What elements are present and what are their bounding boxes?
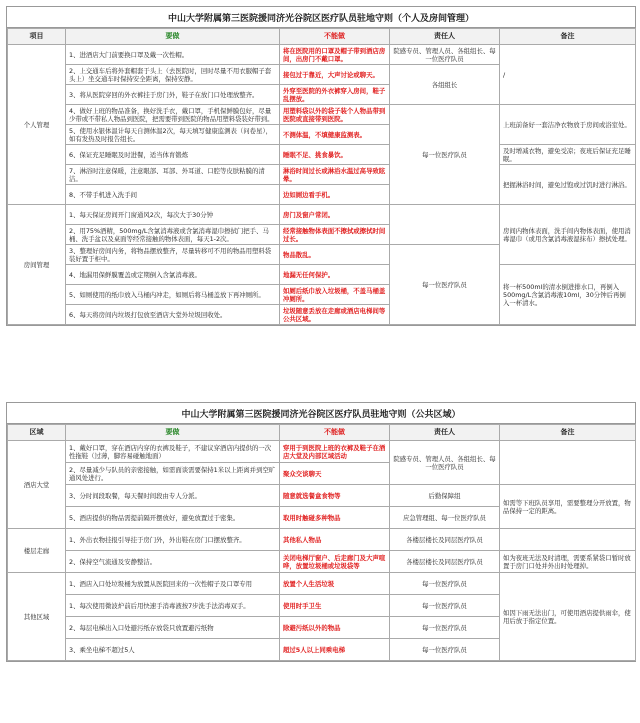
note-cell: 如为夜班无法及时清理，需要系紧袋口暂时放置于房门口处并外出时处理掉。 bbox=[500, 551, 636, 573]
table-title: 中山大学附属第三医院援同济光谷院区医疗队员驻地守则（公共区域） bbox=[7, 403, 635, 424]
do-cell: 1、每次使用微波炉前后用快速手消毒液按7步洗手法消毒双手。 bbox=[66, 595, 280, 617]
do-cell: 1、酒店入口处垃圾桶为放置从医院回来的一次性帽子及口罩专用 bbox=[66, 573, 280, 595]
table-public-area bbox=[6, 402, 636, 662]
responsible-cell: 各楼层楼长及同层医疗队员 bbox=[390, 551, 500, 573]
note-cell: 上班前备好一套洁净衣物放于房间或浴室处。 bbox=[500, 105, 636, 145]
dont-cell: 将在医院用的口罩及帽子带到酒店房间，出房门不戴口罩。 bbox=[280, 45, 390, 65]
responsible-cell: 应急管理组、每一位医疗队员 bbox=[390, 507, 500, 529]
table-row bbox=[8, 441, 636, 463]
table-personal-room bbox=[6, 6, 636, 326]
responsible-cell: 每一位医疗队员 bbox=[390, 617, 500, 639]
category-cell: 酒店大堂 bbox=[8, 441, 66, 529]
table-title: 中山大学附属第三医院援同济光谷院区医疗队员驻地守则（个人及房间管理） bbox=[7, 7, 635, 28]
category-cell: 楼层走廊 bbox=[8, 529, 66, 573]
dont-cell: 使用时手卫生 bbox=[280, 595, 390, 617]
dont-cell: 物品散乱。 bbox=[280, 245, 390, 265]
table-row bbox=[8, 573, 636, 595]
table-row bbox=[8, 45, 636, 65]
dont-cell: 经常接触物体表面不擦拭或擦拭时间过长。 bbox=[280, 225, 390, 245]
dont-cell: 如厕后纸巾放入垃圾桶，不盖马桶盖冲厕所。 bbox=[280, 285, 390, 305]
category-cell: 房间管理 bbox=[8, 205, 66, 325]
table-row bbox=[8, 265, 636, 285]
do-cell: 5、使用水银体温计每天自测体温2次，每天填写健康监测表（问卷星），如有发热及时报告组长。 bbox=[66, 125, 280, 145]
dont-cell: 穿用于到医院上班的衣裤及鞋子在酒店大堂及内部区域活动 bbox=[280, 441, 390, 463]
table-row bbox=[8, 165, 636, 185]
category-cell: 个人管理 bbox=[8, 45, 66, 205]
dont-cell: 随意就选餐盒食物等 bbox=[280, 485, 390, 507]
table-row bbox=[8, 145, 636, 165]
do-cell: 3、将从医院穿回的外衣裤挂于房门外，鞋子在放门口处理放整齐。 bbox=[66, 85, 280, 105]
note-cell: 将一杯500ml的清水倒进排水口，再倒入500mg/L含氯消毒液10ml，30分钟后再倒入一杯清水。 bbox=[500, 265, 636, 325]
do-cell: 1、进酒店大门前要换口罩及戴一次性帽。 bbox=[66, 45, 280, 65]
responsible-cell: 各楼层楼长及同层医疗队员 bbox=[390, 529, 500, 551]
responsible-cell: 每一位医疗队员 bbox=[390, 245, 500, 325]
dont-cell: 垃圾随意丢放在走廊或酒店电梯间等公共区域。 bbox=[280, 305, 390, 325]
dont-cell: 房门及窗户常闭。 bbox=[280, 205, 390, 225]
dont-cell: 不测体温，不填健康监测表。 bbox=[280, 125, 390, 145]
do-cell: 2、每层电梯出入口处避污纸存放袋只放置避污纸物 bbox=[66, 617, 280, 639]
header-note: 备注 bbox=[500, 425, 636, 441]
note-cell: 如因下雨无法出门，可使用酒店提供雨伞，使用后放于指定位置。 bbox=[500, 573, 636, 661]
do-cell: 5、如厕使用的纸巾放入马桶内冲走，如厕后将马桶盖放下再冲厕所。 bbox=[66, 285, 280, 305]
header-area: 区域 bbox=[8, 425, 66, 441]
do-cell: 2、尽量减少与队员的亲密接触，如需面谈需要保持1米以上距离并到空旷通风处进行。 bbox=[66, 463, 280, 485]
header-dont: 不能做 bbox=[280, 425, 390, 441]
header-responsible: 责任人 bbox=[390, 425, 500, 441]
do-cell: 1、外出衣物挂报引导挂于房门外，外出鞋在房门口摆放整齐。 bbox=[66, 529, 280, 551]
table-row bbox=[8, 105, 636, 125]
do-cell: 7、淋浴时注意保暖，注意眼部、耳部、外耳道、口腔等皮肤粘膜的清洁。 bbox=[66, 165, 280, 185]
do-cell: 6、保证充足睡眠及时进餐，适当体育锻炼 bbox=[66, 145, 280, 165]
note-cell: 把握淋浴时间，避免过饱或过饥时进行淋浴。 bbox=[500, 165, 636, 205]
do-cell: 3、分时间段取餐，每天餐时间段由专人分派。 bbox=[66, 485, 280, 507]
responsible-cell bbox=[390, 205, 500, 245]
responsible-cell: 各组组长 bbox=[390, 65, 500, 105]
category-cell: 其他区域 bbox=[8, 573, 66, 661]
do-cell: 3、乘坐电梯不超过5人 bbox=[66, 639, 280, 661]
dont-cell: 超过5人以上同乘电梯 bbox=[280, 639, 390, 661]
dont-cell: 外穿至医院的外衣裤穿入房间，鞋子乱摆放。 bbox=[280, 85, 390, 105]
dont-cell: 淋浴时间过长或淋浴水温过高导致眩晕。 bbox=[280, 165, 390, 185]
table-row bbox=[8, 485, 636, 507]
table-row bbox=[8, 529, 636, 551]
header-do: 要做 bbox=[66, 29, 280, 45]
note-cell bbox=[500, 529, 636, 551]
do-cell: 2、保持空气流通及安静整洁。 bbox=[66, 551, 280, 573]
dont-cell: 接包过于靠近，大声讨论或聊天。 bbox=[280, 65, 390, 85]
responsible-cell: 每一位医疗队员 bbox=[390, 639, 500, 661]
responsible-cell: 每一位医疗队员 bbox=[390, 105, 500, 205]
do-cell: 4、地漏用保鲜膜覆盖或定期倒入含氯消毒液。 bbox=[66, 265, 280, 285]
note-cell: / bbox=[500, 45, 636, 105]
dont-cell: 地漏无任何保护。 bbox=[280, 265, 390, 285]
do-cell: 3、整理好房间内务，将物品摆放整齐，尽量转移可不用的物品用塑料袋装好置于柜中。 bbox=[66, 245, 280, 265]
do-cell: 5、酒店提供的物品需提前隔开摆放好，避免放置过于密集。 bbox=[66, 507, 280, 529]
dont-cell: 其他私人物品 bbox=[280, 529, 390, 551]
note-cell: 如需等下班队员享用，需要整理分开放置，物品保持一定的距离。 bbox=[500, 485, 636, 529]
dont-cell: 聚众交谈聊天 bbox=[280, 463, 390, 485]
do-cell: 1、戴好口罩，穿在酒店内穿的衣裤及鞋子，不建议穿酒店内提供的一次性拖鞋（过薄，脚容易碰触地面） bbox=[66, 441, 280, 463]
dont-cell: 除避污纸以外的物品 bbox=[280, 617, 390, 639]
dont-cell: 放置个人生活垃圾 bbox=[280, 573, 390, 595]
responsible-cell: 每一位医疗队员 bbox=[390, 573, 500, 595]
do-cell: 6、每天将房间内垃圾打包放至酒店大堂外垃圾回收处。 bbox=[66, 305, 280, 325]
note-cell: 及时增减衣物，避免受凉；夜班后保证充足睡眠。 bbox=[500, 145, 636, 165]
dont-cell: 睡眠不足、挑食暴饮。 bbox=[280, 145, 390, 165]
header-note: 备注 bbox=[500, 29, 636, 45]
dont-cell: 边如厕边看手机。 bbox=[280, 185, 390, 205]
do-cell: 4、做好上班的物品准备，换好洗手衣，戴口罩，手机保鲜膜包好，尽量少带或不带私人物品到医院，把需要带到医院的物品用塑料袋装好带到。 bbox=[66, 105, 280, 125]
note-cell: 房间内物体表面，洗手间内物体表面，使用消毒湿巾（或用含氯消毒液湿抹布）擦拭处理。 bbox=[500, 205, 636, 265]
do-cell: 8、不带手机进入洗手间 bbox=[66, 185, 280, 205]
responsible-cell: 每一位医疗队员 bbox=[390, 595, 500, 617]
dont-cell: 用塑料袋以外的袋子装个人物品带到医院或直接带到医院。 bbox=[280, 105, 390, 125]
responsible-cell: 后勤保障组 bbox=[390, 485, 500, 507]
do-cell: 1、每天保证房间开门窗通风2次，每次大于30分钟 bbox=[66, 205, 280, 225]
header-responsible: 责任人 bbox=[390, 29, 500, 45]
dont-cell: 取用时触碰多种物品 bbox=[280, 507, 390, 529]
do-cell: 2、用75%酒精，500mg/L含氯消毒液或含氯消毒湿巾擦拭门把手、马桶、洗手盆以及桌面等经常接触的物体表面，每天1-2次。 bbox=[66, 225, 280, 245]
header-do: 要做 bbox=[66, 425, 280, 441]
header-item: 项目 bbox=[8, 29, 66, 45]
responsible-cell: 院感专员、管理人员、各组组长、每一位医疗队员 bbox=[390, 441, 500, 485]
table-row bbox=[8, 551, 636, 573]
note-cell bbox=[500, 441, 636, 485]
responsible-cell: 院感专员、管理人员、各组组长、每一位医疗队员 bbox=[390, 45, 500, 65]
table-row bbox=[8, 205, 636, 225]
do-cell: 2、上交通车后将外套帽套于头上（去医院时，回时尽量不用衣服帽子套头上）坐交通车时保持安全距离，保持安静。 bbox=[66, 65, 280, 85]
dont-cell: 关闭电梯厅窗户、后走廊门及大声喧哗，放置垃圾桶或垃圾袋等 bbox=[280, 551, 390, 573]
header-dont: 不能做 bbox=[280, 29, 390, 45]
